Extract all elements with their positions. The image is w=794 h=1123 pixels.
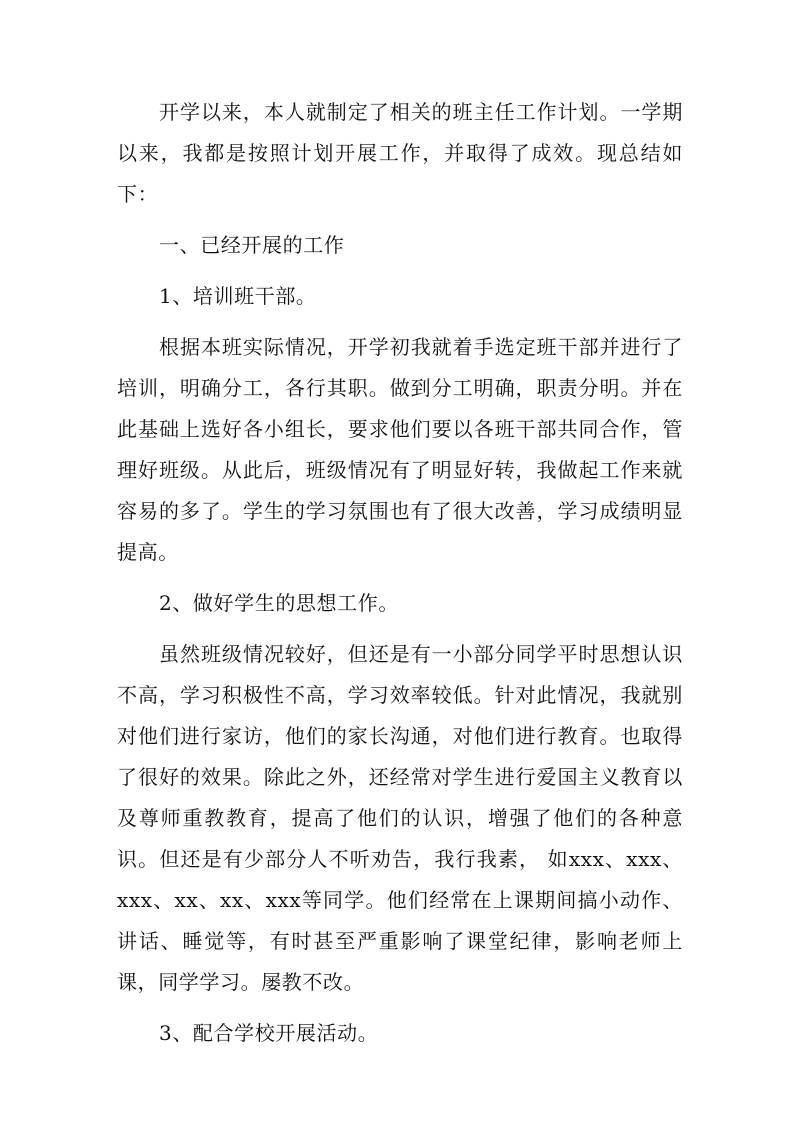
subheading-school-activities: 3、配合学校开展活动。 bbox=[159, 1021, 379, 1045]
document-body bbox=[117, 92, 683, 1054]
paragraph-train-class-cadres: 根据本班实际情况，开学初我就着手选定班干部并进行了培训，明确分工，各行其职。做到分工明确，职责分明。并在此基础上选好各小组长，要求他们要以各班干部共同合作，管理好班级。从此后，班级情况有了明显好转，我做起工作来就容易的多了。学生的学习氛围也有了很大改善，学习成绩明显提高。 bbox=[117, 335, 683, 564]
subheading-student-ideology: 2、做好学生的思想工作。 bbox=[159, 591, 399, 615]
subheading-train-class-cadres: 1、培训班干部。 bbox=[159, 284, 317, 308]
paragraph-student-ideology: 虽然班级情况较好，但还是有一小部分同学平时思想认识不高，学习积极性不高，学习效率较低。针对此情况，我就别对他们进行家访，他们的家长沟通，对他们进行教育。也取得了很好的效果。除此之外，还经常对学生进行爱国主义教育以及尊师重教教育，提高了他们的认识，增强了他们的各种意识。但还是有少部分人不听劝告，我行我素， 如xxx、xxx、xxx、xx、xx、xxx等同学。他们经常在上课期间搞小动作、讲话、睡觉等，有时甚至严重影响了课堂纪律，影响老师上课，同学学习。屡教不改。 bbox=[117, 642, 683, 994]
intro-paragraph: 开学以来，本人就制定了相关的班主任工作计划。一学期以来，我都是按照计划开展工作，并取得了成效。现总结如下： bbox=[117, 100, 683, 206]
section-heading-completed-work: 一、已经开展的工作 bbox=[159, 233, 345, 257]
